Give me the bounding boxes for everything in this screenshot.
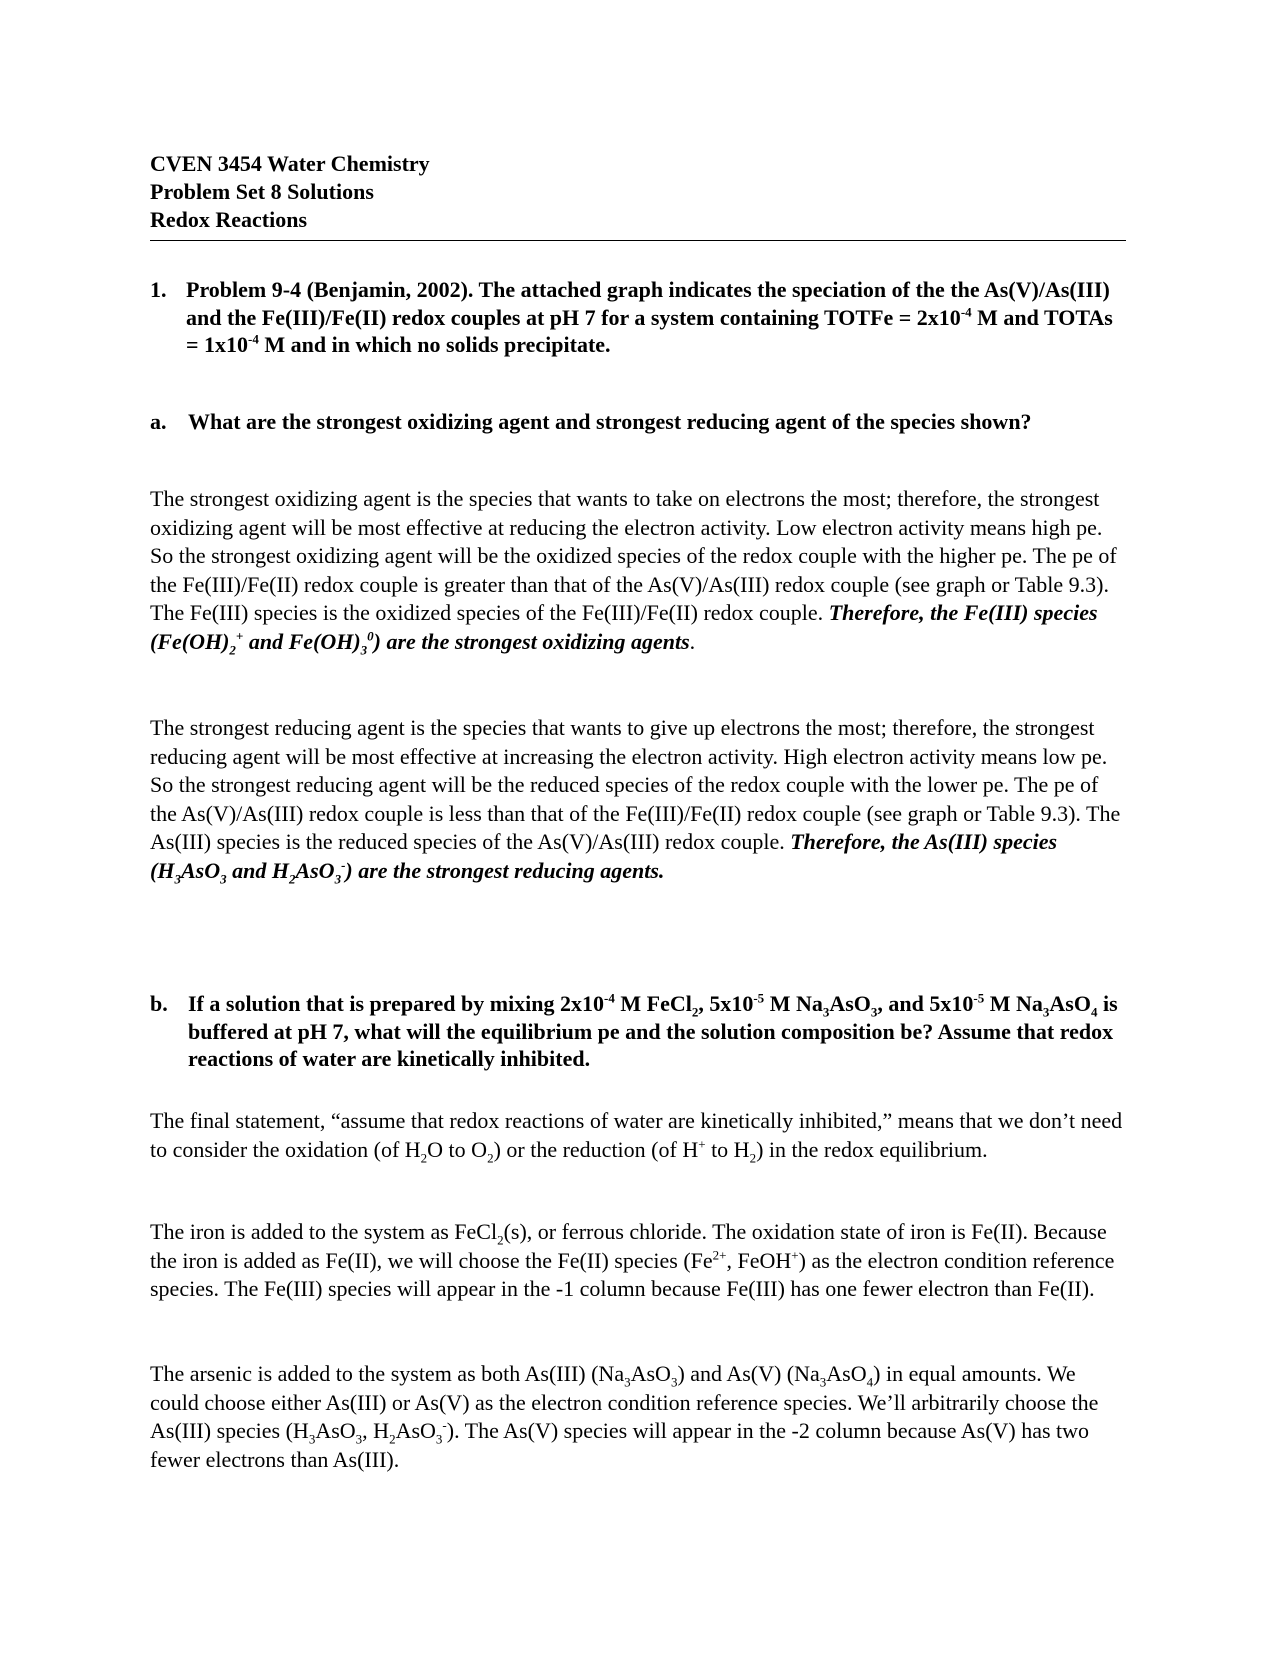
part-b-question <box>150 990 1126 1073</box>
part-b-question-text: If a solution that is prepared by mixing $2x10^{-4}$ M FeCl$_2$, $5x10^{-5}$ M $Na_3AsO_3$, and $5x10^{-5}$ M $Na_3AsO_4$ is buffered at pH 7, what will the equilibrium pe and the solution composition be? Assume that redox reactions of water are kinetically inhibited. <box>188 990 1118 1071</box>
part-b-arsenic-paragraph: The arsenic is added to the system as both As(III) $(Na_3AsO_3)$ and As(V) $(Na_3AsO_4)$ in equal amounts. We could choose either As(III) or As(V) as the electron condition reference species. We’ll arbitrarily choose the As(III) species ($H_3AsO_3$, $H_2AsO_3^-$). The As(V) species will appear in the -2 column because As(V) has two fewer electrons than As(III). <box>150 1361 1099 1472</box>
part-a-reducing-paragraph: The strongest reducing agent is the species that wants to give up electrons the most; therefore, the strongest reducing agent will be most effective at increasing the electron activity. High electron activity means low pe. So the strongest reducing agent will be the reduced species of the redox couple with the lower pe. The pe of the As(V)/As(III) redox couple is less than that of the Fe(III)/Fe(II) redox couple (see graph or Table 9.3). The As(III) species is the reduced species of the As(V)/As(III) redox couple. Therefore, the As(III) species ($H_3AsO_3$ and $H_2AsO_3^-$) are the strongest reducing agents. <box>150 715 1121 886</box>
problem-set-title: Problem Set 8 Solutions <box>150 179 374 204</box>
reducing-conclusion: Therefore, the As(III) species ($H_3AsO_3$ and $H_2AsO_3^-$) are the strongest reducing agents. <box>150 829 1058 886</box>
problem-number: 1. <box>150 277 167 302</box>
part-b-kinetics-paragraph: The final statement, “assume that redox reactions of water are kinetically inhibited,” means that we don’t need to consider the oxidation (of $H_2O$ to $O_2$) or the reduction (of H+ to $H_2$) in the redox equilibrium. <box>150 1108 1123 1165</box>
part-a-letter: a. <box>150 409 167 434</box>
part-a-question <box>150 408 1126 436</box>
part-a-oxidizing-paragraph: The strongest oxidizing agent is the species that wants to take on electrons the most; therefore, the strongest oxidizing agent will be most effective at reducing the electron activity. Low electron activity means high pe. So the strongest oxidizing agent will be the oxidized species of the redox couple with the higher pe. The pe of the Fe(III)/Fe(II) redox couple is greater than that of the As(V)/As(III) redox couple (see graph or Table 9.3). The Fe(III) species is the oxidized species of the Fe(III)/Fe(II) redox couple. Therefore, the Fe(III) species ($Fe(OH)_2^+$ and $Fe(OH)_3^0$) are the strongest oxidizing agents. <box>150 486 1117 657</box>
oxidizing-conclusion: Therefore, the Fe(III) species ($Fe(OH)_2^+$ and $Fe(OH)_3^0$) are the strongest oxidizing agents <box>150 600 1098 657</box>
part-b-iron-paragraph: The iron is added to the system as FeCl$_2$(s), or ferrous chloride. The oxidation state of iron is Fe(II). Because the iron is added as Fe(II), we will choose the Fe(II) species ($Fe^{2+}$, FeOH+) as the electron condition reference species. The Fe(III) species will appear in the -1 column because Fe(III) has one fewer electron than Fe(II). <box>150 1219 1115 1301</box>
problem-1-text: Problem 9-4 (Benjamin, 2002). The attached graph indicates the speciation of the the As(V)/As(III) and the Fe(III)/Fe(II) redox couples at pH 7 for a system containing TOTFe = $2x10^{-4}$ M and TOTAs = $1x10^{-4}$ M and in which no solids precipitate. <box>186 277 1113 357</box>
part-b-letter: b. <box>150 991 168 1016</box>
topic-title: Redox Reactions <box>150 207 308 232</box>
document-header <box>150 150 1126 234</box>
part-a-question-text: What are the strongest oxidizing agent and strongest reducing agent of the species shown? <box>188 409 1032 434</box>
header-divider <box>150 240 1126 241</box>
course-title: CVEN 3454 Water Chemistry <box>150 151 430 176</box>
problem-1-statement <box>150 276 1126 359</box>
